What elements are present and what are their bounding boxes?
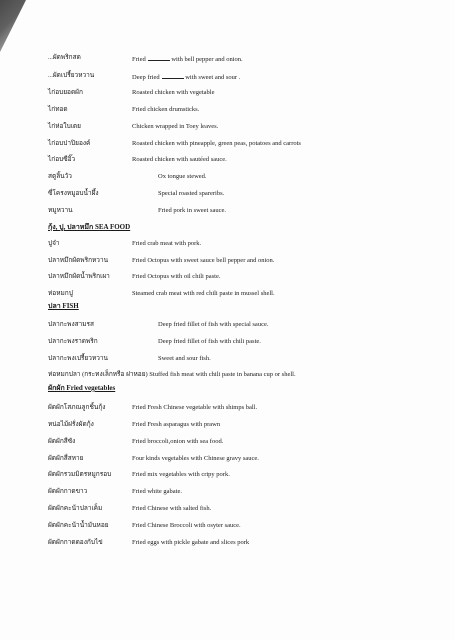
menu-item-english: Fried crab meat with pork.	[132, 240, 202, 247]
section-heading-fish: ปลา FISH	[48, 302, 79, 310]
menu-item-thai: ผัดผักคะน้าน้ำมันหอย	[48, 522, 109, 529]
menu-item-english: Fried Chinese Broccoli with osyter sauce.	[132, 522, 241, 529]
menu-item-thai: สตูลิ้นวัว	[48, 173, 72, 180]
menu-item-english: Fried chicken drumsticks.	[132, 106, 200, 113]
menu-item-thai: ผัดผักสี่สหาย	[48, 455, 84, 462]
menu-item-english: Fried Fresh Chinese vegetable with shimps ball.	[132, 404, 258, 411]
menu-item-thai: ปลากะพงราดพริก	[48, 338, 98, 345]
menu-item-thai: ผัดผักสีซัง	[48, 438, 76, 445]
menu-item-english: Roasted chicken with sautéed sauce.	[132, 156, 227, 163]
menu-item-english: Fried mix vegetables with cripy pork.	[132, 471, 230, 478]
menu-item-english: Roasted chicken with vegetable	[132, 89, 215, 96]
menu-item-thai: ห่อหมกปู	[48, 290, 73, 297]
menu-item-english	[132, 72, 240, 82]
menu-item-english-part: with sweet and sour .	[185, 74, 241, 81]
menu-item-thai: ไก่อบซีอิ๊ว	[48, 156, 76, 163]
menu-item-english: Fried Fresh asparagus with prawn	[132, 421, 221, 428]
menu-item-thai: ปลากะพงเปรี้ยวหวาน	[48, 355, 108, 362]
menu-item-english: Fried white gabate.	[132, 488, 182, 495]
menu-item-english: Fried broccoli,onion with sea food.	[132, 438, 224, 445]
menu-item-thai: ไก่ห่อใบเตย	[48, 123, 81, 130]
menu-item-thai: หน่อไม้ฝรั่งผัดกุ้ง	[48, 421, 94, 428]
menu-item-thai: ปลาหมึกผัดน้ำพริกเผา	[48, 273, 110, 280]
menu-item-thai: ปูจ๋า	[48, 240, 60, 247]
menu-item-english-part: Deep fried	[132, 74, 160, 81]
menu-item-english: Fried Octopus with oil chili paste.	[132, 273, 221, 280]
fill-blank	[162, 72, 184, 79]
menu-item-thai: ซี่โครงหมูอบน้ำผึ้ง	[48, 190, 99, 197]
menu-item-english: Fried Octopus with sweet sauce bell pepper and onion.	[132, 257, 275, 264]
menu-item-full-line: ห่อหมกปลา (กระทงเล็กหรือ ฝาหอย) Stuffed fish meat with chili paste in banana cup or shell.	[48, 371, 296, 378]
menu-item-thai: ผัดผักกาดดองกับไข่	[48, 539, 103, 546]
menu-item-english-part: with bell pepper and onion.	[171, 56, 243, 63]
menu-item-english: Deep fried fillet of fish with special sauce.	[158, 321, 269, 328]
menu-item-english: Steamed crab meat with red chili paste in mussel shell.	[132, 290, 275, 297]
menu-item-english: Fried pork in sweet sauce.	[158, 207, 227, 214]
menu-item-thai: หมูหวาน	[48, 207, 73, 214]
menu-item-english: Sweet and sour fish.	[158, 355, 211, 362]
menu-item-thai: ผัดผักรวมมิตรหมูกรอบ	[48, 471, 112, 478]
menu-item-english: Ox tongue stewed.	[158, 173, 207, 180]
menu-item-english: Four kinds vegetables with Chinese gravy sauce.	[132, 455, 259, 462]
menu-item-english	[132, 54, 243, 64]
menu-item-english: Deep fried fillet of fish with chili paste.	[158, 338, 261, 345]
section-heading-seafood: กุ้ง, ปู, ปลาหมึก SEA FOOD	[48, 223, 131, 231]
menu-item-thai: ผัดผักกาดขาว	[48, 488, 88, 495]
menu-item-thai: ไก่ทอด	[48, 106, 68, 113]
menu-item-thai: ผัดผักคะน้าปลาเค็ม	[48, 505, 103, 512]
menu-item-english: Special roasted spareribs.	[158, 190, 225, 197]
menu-item-english: Chicken wrapped in Toey leaves.	[132, 123, 219, 130]
fill-blank	[148, 54, 170, 61]
menu-item-thai: ...ผัดเปรี้ยวหวาน	[48, 72, 95, 79]
menu-item-thai: ไก่อบปาปิยองค์	[48, 140, 91, 147]
menu-item-thai: ไก่อบยอดผัก	[48, 89, 83, 96]
menu-item-english: Roasted chicken with pineapple, green peas, potatoes and carrots	[132, 140, 301, 147]
menu-item-thai: ผัดผักโสภณลูกชิ้นกุ้ง	[48, 404, 106, 411]
menu-item-english: Fried Chinese with salted fish.	[132, 505, 212, 512]
menu-item-thai: ...ผัดพริกสด	[48, 54, 81, 61]
menu-item-thai: ปลากะพงสามรส	[48, 321, 95, 328]
menu-item-english-part: Fried	[132, 56, 146, 63]
page-corner-curl	[0, 0, 26, 52]
section-heading-vegetables: ผักผัก Fried vegetables	[48, 384, 116, 392]
menu-item-english: Fried eggs with pickle gabate and slices pork	[132, 539, 250, 546]
menu-item-thai: ปลาหมึกผัดพริกหวาน	[48, 257, 109, 264]
